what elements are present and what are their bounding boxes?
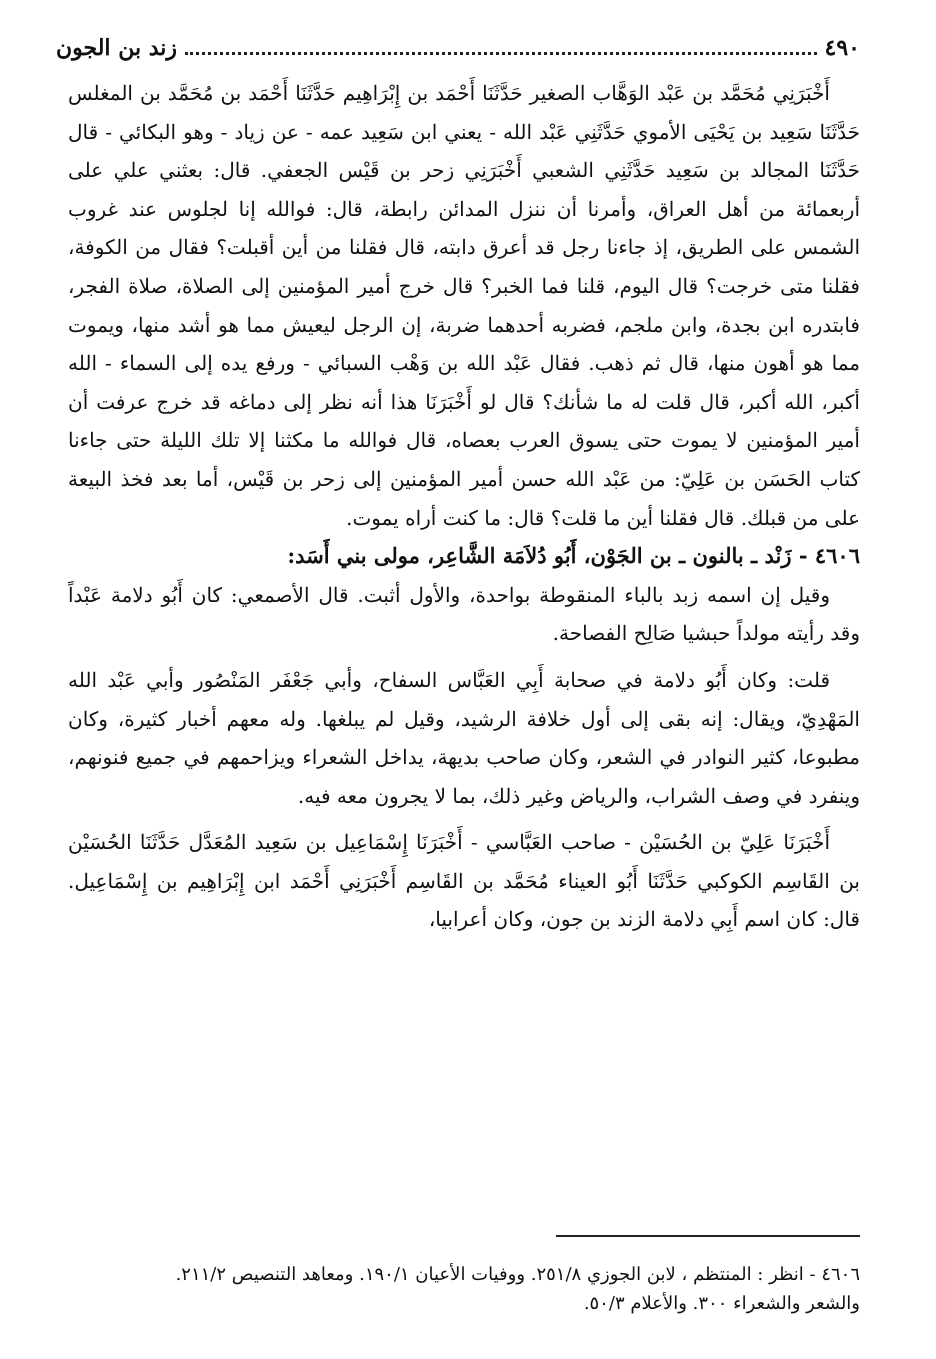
- page-number: ٤٩٠: [824, 35, 860, 61]
- entry-heading: ٤٦٠٦ - زَنْد ـ بالنون ـ بن الجَوْن، أَبُو دُلاَمَة الشَّاعِر، مولى بني أَسَد:: [287, 543, 860, 569]
- paragraph: وقيل إن اسمه زبد بالباء المنقوطة بواحدة، والأول أثبت. قال الأصمعي: كان أَبُو دلامة عَبْداً وقد رأيته مولداً حبشيا صَالِح الفصاحة.: [68, 582, 860, 646]
- main-text: [68, 74, 860, 939]
- header-dot-leader: [185, 52, 817, 55]
- footnote-separator: [556, 1235, 860, 1237]
- paragraph: قلت: وكان أَبُو دلامة في صحابة أَبِي العَبَّاس السفاح، وأبي جَعْفَر المَنْصُور وأبي عَبْد الله المَهْدِيّ، ويقال: إنه بقى إلى أول خلافة الرشيد، وقيل لم يبلغها. وله معهم أخبار كثيرة، وكان مطبوعا، كثير النوادر في الشعر، وكان صاحب بديهة، يداخل الشعراء ويزاحمهم في جميع فنونهم، وينفرد في وصف الشراب، والرياض وغير ذلك، بما لا يجرون معه فيه.: [68, 667, 860, 808]
- paragraph: أَخْبَرَنِي مُحَمَّد بن عَبْد الوَهَّاب الصغير حَدَّثَنَا أَحْمَد بن إِبْرَاهِيم حَدَّثَنَا أَحْمَد بن مُحَمَّد بن المغلس حَدَّثَنَا سَعِيد بن يَحْيَى الأموي حَدَّثَنِي عَبْد الله - يعني ابن سَعِيد عمه - عن زياد - وهو البكائي - قال حَدَّثَنَا المجالد بن سَعِيد حَدَّثَنِي الشعبي أَخْبَرَنِي زحر بن قَيْس الجعفي. قال: بعثني علي على أربعمائة من أهل العراق، وأمرنا أن ننزل المدائن رابطة، قال: فوالله إنا لجلوس عند غروب الشمس على الطريق، إذ جاءنا رجل قد أعرق دابته، قال فقلنا من أين أقبلت؟ فقال من الكوفة، فقلنا متى خرجت؟ قال اليوم، قلنا فما الخبر؟ قال خرج أمير المؤمنين إلى الصلاة، صلاة الفجر، فابتدره ابن بجدة، وابن ملجم، فضربه أحدهما ضربة، إن الرجل ليعيش مما هو أشد منها، ويموت مما هو أهون منها، قال ثم ذهب. فقال عَبْد الله بن وَهْب السبائي - ورفع يده إلى السماء - الله أكبر، الله أكبر، قال قلت له ما شأنك؟ قال لو أَخْبَرَنَا هذا أنه نظر إلى دماغه قد خرج عرفت أن أمير المؤمنين لا يموت حتى يسوق العرب بعصاه، قال فوالله ما مكثنا إلا تلك الليلة حتى جاءنا كتاب الحَسَن بن عَلِيّ: من عَبْد الله حسن أمير المؤمنين إلى زحر بن قَيْس، أما بعد فخذ البيعة على من قبلك. قال فقلنا أين ما قلت؟ قال: ما كنت أراه يموت.: [68, 81, 860, 530]
- paragraph: أَخْبَرَنَا عَلِيّ بن الحُسَيْن - صاحب العَبَّاسي - أَخْبَرَنَا إِسْمَاعِيل بن سَعِيد المُعَدَّل حَدَّثَنَا الحُسَيْن بن القَاسِم الكوكبي حَدَّثَنَا أَبُو العيناء مُحَمَّد بن القَاسِم أَخْبَرَنِي أَحْمَد ابن إِبْرَاهِيم بن إِسْمَاعِيل. قال: كان اسم أَبِي دلامة الزند بن جون، وكان أعرابيا،: [68, 830, 860, 932]
- page-header: [56, 30, 860, 66]
- paragraph-gap: [68, 653, 860, 661]
- footnotes: [60, 1260, 860, 1318]
- running-title: زند بن الجون: [56, 35, 178, 61]
- paragraph-gap: [68, 815, 860, 823]
- footnote-line: ٤٦٠٦ - انظر : المنتظم ، لابن الجوزي ٢٥١/٨. ووفيات الأعيان ١٩٠/١. ومعاهد التنصيص ٢١١/٢.: [175, 1264, 860, 1285]
- footnote-line: والشعر والشعراء ٣٠٠. والأعلام ٥٠/٣.: [583, 1293, 860, 1314]
